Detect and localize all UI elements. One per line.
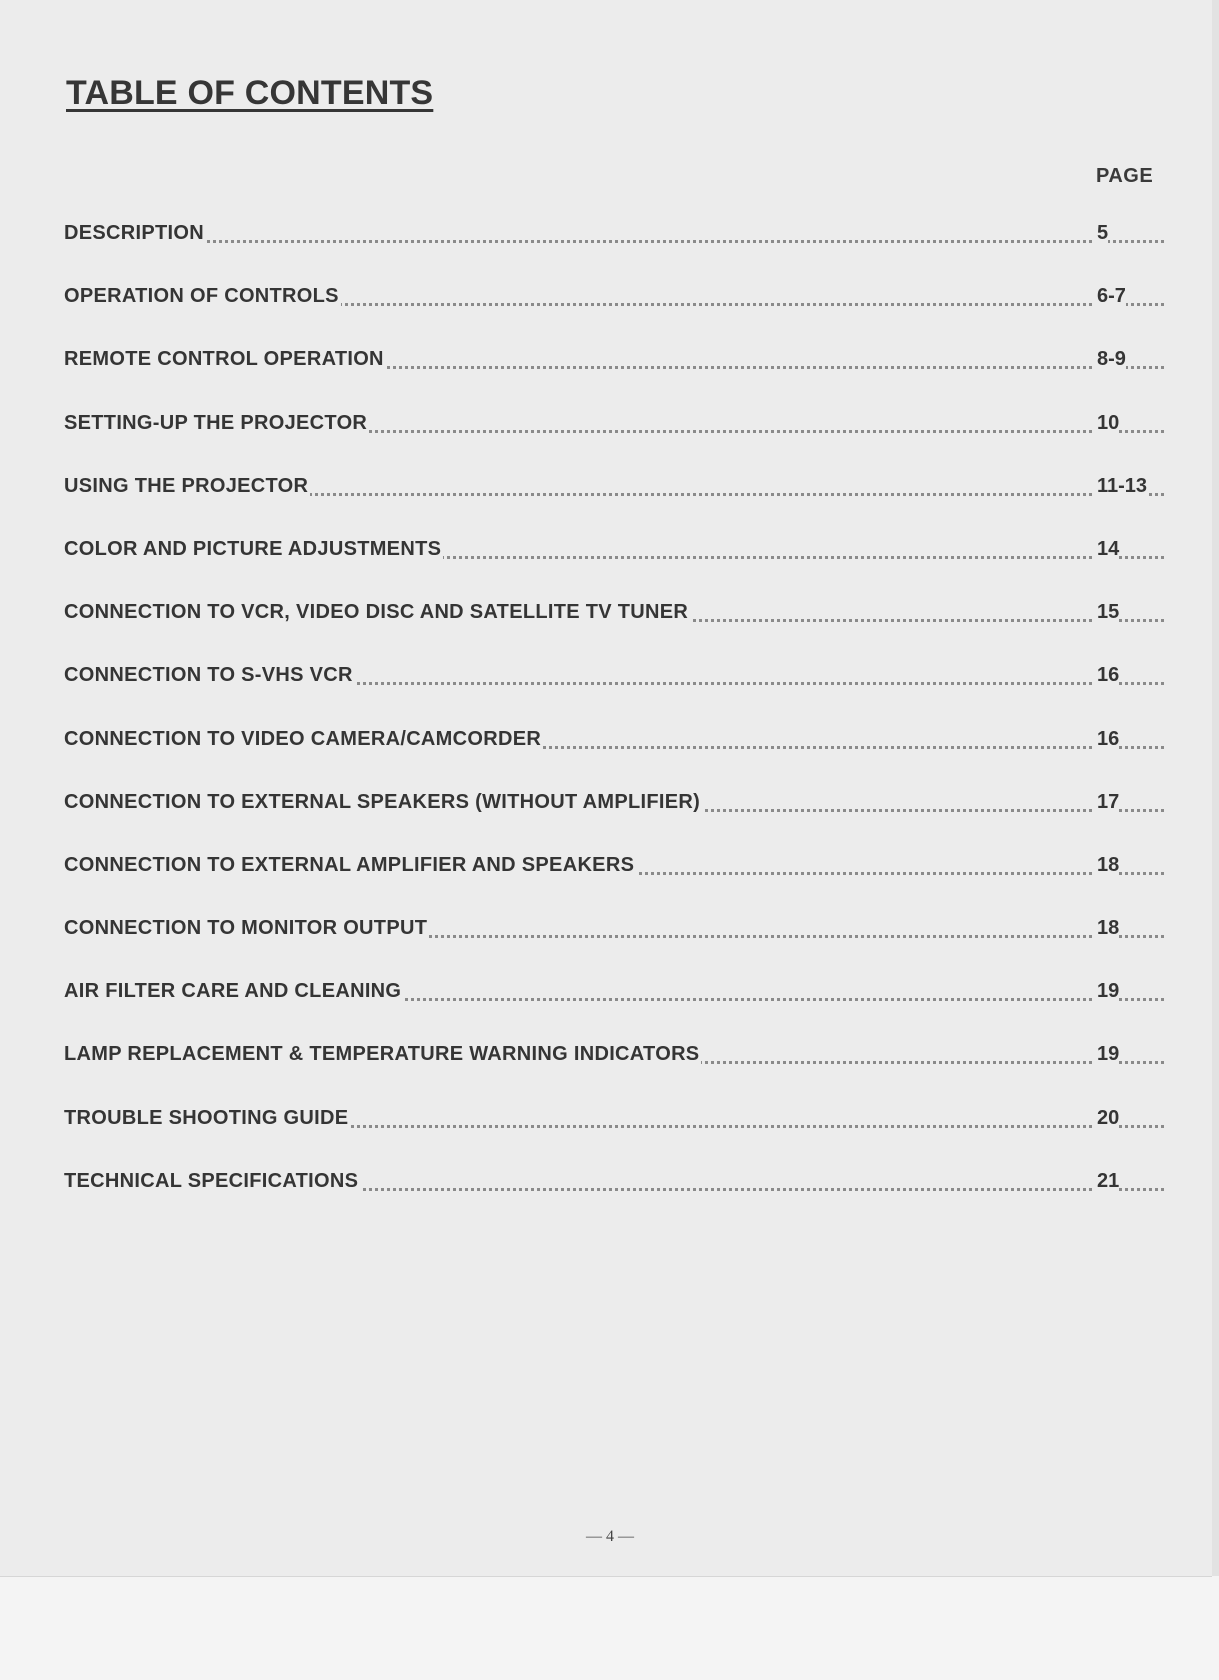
toc-entry-page: 11-13 — [1094, 475, 1147, 498]
toc-entry-page: 6-7 — [1094, 285, 1126, 308]
toc-entry-title: TROUBLE SHOOTING GUIDE — [64, 1106, 349, 1129]
toc-entry — [64, 412, 1164, 475]
toc-entry-title: LAMP REPLACEMENT & TEMPERATURE WARNING INDICATORS — [64, 1043, 700, 1066]
toc-entry — [64, 917, 1164, 980]
toc-entry-title: CONNECTION TO EXTERNAL AMPLIFIER AND SPEAKERS — [64, 853, 635, 876]
toc-entry-title: CONNECTION TO EXTERNAL SPEAKERS (WITHOUT AMPLIFIER) — [64, 790, 701, 813]
toc-entry-page: 20 — [1094, 1107, 1119, 1130]
toc-entry-title: CONNECTION TO VCR, VIDEO DISC AND SATELLITE TV TUNER — [64, 601, 689, 624]
toc-entry — [64, 285, 1164, 348]
toc-entry-page: 8-9 — [1094, 348, 1126, 371]
toc-entry — [64, 538, 1164, 601]
toc-entry-title: DESCRIPTION — [64, 222, 204, 244]
toc-entry — [64, 348, 1164, 411]
toc-entry-page: 19 — [1094, 1043, 1119, 1066]
toc-entry-title: TECHNICAL SPECIFICATIONS — [64, 1169, 359, 1192]
toc-entry-title: CONNECTION TO VIDEO CAMERA/CAMCORDER — [64, 727, 542, 750]
page-number-footer: — 4 — — [586, 1528, 634, 1545]
toc-entry — [64, 601, 1164, 664]
toc-entry-title: COLOR AND PICTURE ADJUSTMENTS — [64, 537, 442, 560]
toc-entry-page: 15 — [1094, 601, 1119, 624]
toc-entry-page: 18 — [1094, 917, 1119, 940]
toc-entry — [64, 728, 1164, 791]
toc-entry-page: 10 — [1094, 412, 1119, 435]
toc-entry — [64, 854, 1164, 917]
toc-entry — [64, 1107, 1164, 1170]
table-of-contents — [64, 222, 1164, 1233]
toc-entry — [64, 980, 1164, 1043]
toc-entry — [64, 1043, 1164, 1106]
toc-entry — [64, 791, 1164, 854]
toc-entry-title: CONNECTION TO MONITOR OUTPUT — [64, 917, 428, 940]
toc-entry-page: 5 — [1094, 222, 1108, 245]
toc-entry — [64, 222, 1164, 285]
toc-entry-title: AIR FILTER CARE AND CLEANING — [64, 980, 402, 1003]
dot-leader — [64, 240, 1164, 243]
toc-entry-page: 16 — [1094, 728, 1119, 751]
toc-entry-title: SETTING-UP THE PROJECTOR — [64, 411, 368, 434]
toc-entry — [64, 664, 1164, 727]
toc-entry-page: 21 — [1094, 1170, 1119, 1193]
toc-entry-page: 18 — [1094, 854, 1119, 877]
toc-entry-title: REMOTE CONTROL OPERATION — [64, 348, 384, 371]
toc-entry — [64, 1170, 1164, 1233]
toc-entry — [64, 475, 1164, 538]
toc-entry-title: USING THE PROJECTOR — [64, 474, 309, 497]
toc-entry-title: OPERATION OF CONTROLS — [64, 285, 339, 308]
page-title: TABLE OF CONTENTS — [66, 74, 434, 112]
page-edge — [1212, 0, 1219, 1576]
page-column-header: PAGE — [1096, 165, 1154, 187]
toc-entry-page: 19 — [1094, 980, 1119, 1003]
toc-entry-page: 17 — [1094, 791, 1119, 814]
toc-entry-title: CONNECTION TO S-VHS VCR — [64, 664, 353, 687]
toc-entry-page: 14 — [1094, 538, 1119, 561]
toc-entry-page: 16 — [1094, 664, 1119, 687]
